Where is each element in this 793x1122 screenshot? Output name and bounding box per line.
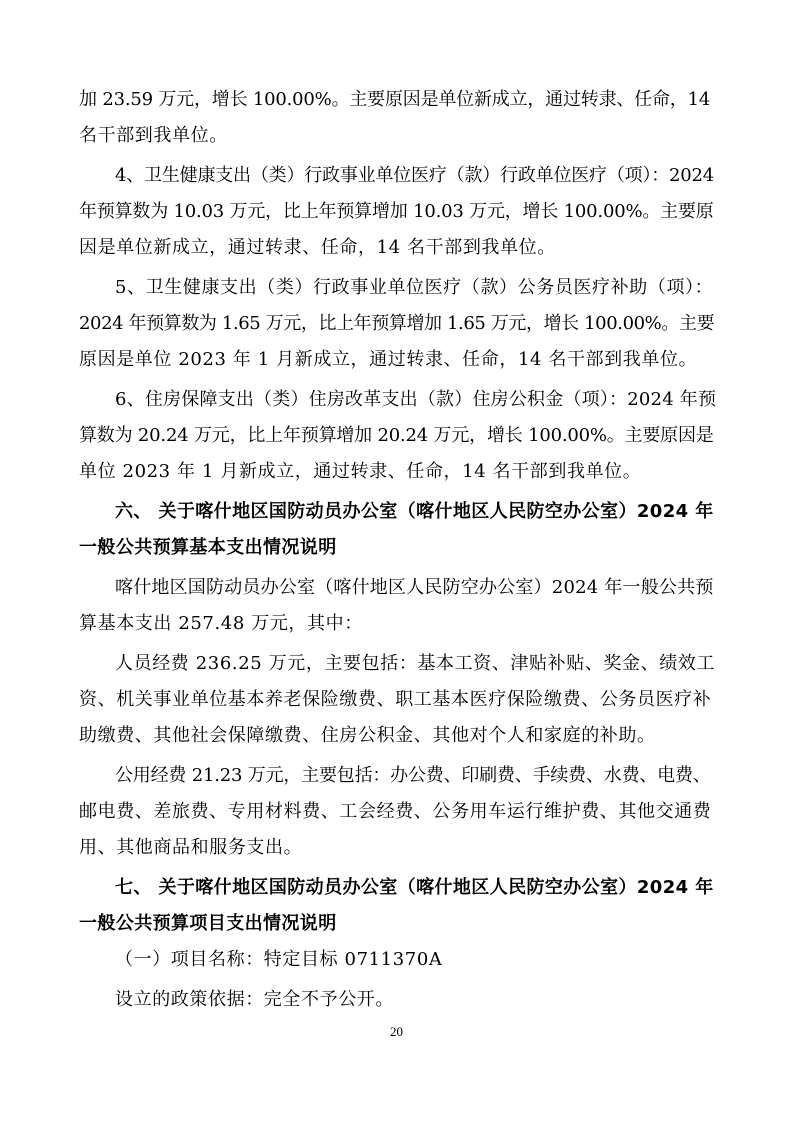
text-line: 算数为 20.24 万元，比上年预算增加 20.24 万元，增长 100.00%。主要原因是	[79, 425, 714, 446]
section-heading: 七、 关于喀什地区国防动员办公室（喀什地区人民防空办公室）2024 年	[115, 877, 714, 898]
text-line: 助缴费、其他社会保障缴费、住房公积金、其他对个人和家庭的补助。	[79, 725, 656, 746]
text-line: 单位 2023 年 1 月新成立，通过转隶、任命，14 名干部到我单位。	[79, 461, 642, 482]
text-line: 2024 年预算数为 1.65 万元，比上年预算增加 1.65 万元，增长 100.00%。主要	[79, 313, 715, 334]
text-line: 人员经费 236.25 万元，主要包括：基本工资、津贴补贴、奖金、绩效工	[115, 653, 716, 674]
text-line: 公用经费 21.23 万元，主要包括：办公费、印刷费、手续费、水费、电费、	[115, 765, 711, 786]
text-line: 邮电费、差旅费、专用材料费、工会经费、公务用车运行维护费、其他交通费	[79, 801, 712, 822]
text-line: 设立的政策依据：完全不予公开。	[115, 989, 394, 1010]
text-line: 喀什地区国防动员办公室（喀什地区人民防空办公室）2024 年一般公共预	[115, 577, 714, 598]
page-number: 20	[390, 1024, 403, 1039]
text-line: 6、住房保障支出（类）住房改革支出（款）住房公积金（项）：2024 年预	[115, 389, 717, 410]
text-line: （一）项目名称：特定目标 0711370A	[115, 949, 443, 970]
text-line: 原因是单位 2023 年 1 月新成立，通过转隶、任命，14 名干部到我单位。	[79, 349, 698, 370]
section-heading: 一般公共预算基本支出情况说明	[79, 537, 337, 558]
section-heading: 六、 关于喀什地区国防动员办公室（喀什地区人民防空办公室）2024 年	[115, 501, 714, 522]
text-line: 5、卫生健康支出（类）行政事业单位医疗（款）公务员医疗补助（项）：	[115, 277, 714, 298]
section-heading: 一般公共预算项目支出情况说明	[79, 913, 337, 934]
text-line: 年预算数为 10.03 万元，比上年预算增加 10.03 万元，增长 100.00%。主要原	[79, 201, 714, 222]
text-line: 因是单位新成立，通过转隶、任命，14 名干部到我单位。	[79, 237, 556, 258]
text-line: 用、其他商品和服务支出。	[79, 837, 303, 858]
text-line: 加 23.59 万元，增长 100.00%。主要原因是单位新成立，通过转隶、任命，14	[79, 89, 711, 110]
text-line: 4、卫生健康支出（类）行政事业单位医疗（款）行政单位医疗（项）：2024	[115, 165, 715, 186]
text-line: 名干部到我单位。	[79, 125, 228, 146]
text-line: 算基本支出 257.48 万元，其中：	[79, 613, 363, 634]
text-line: 资、机关事业单位基本养老保险缴费、职工基本医疗保险缴费、公务员医疗补	[79, 689, 712, 710]
